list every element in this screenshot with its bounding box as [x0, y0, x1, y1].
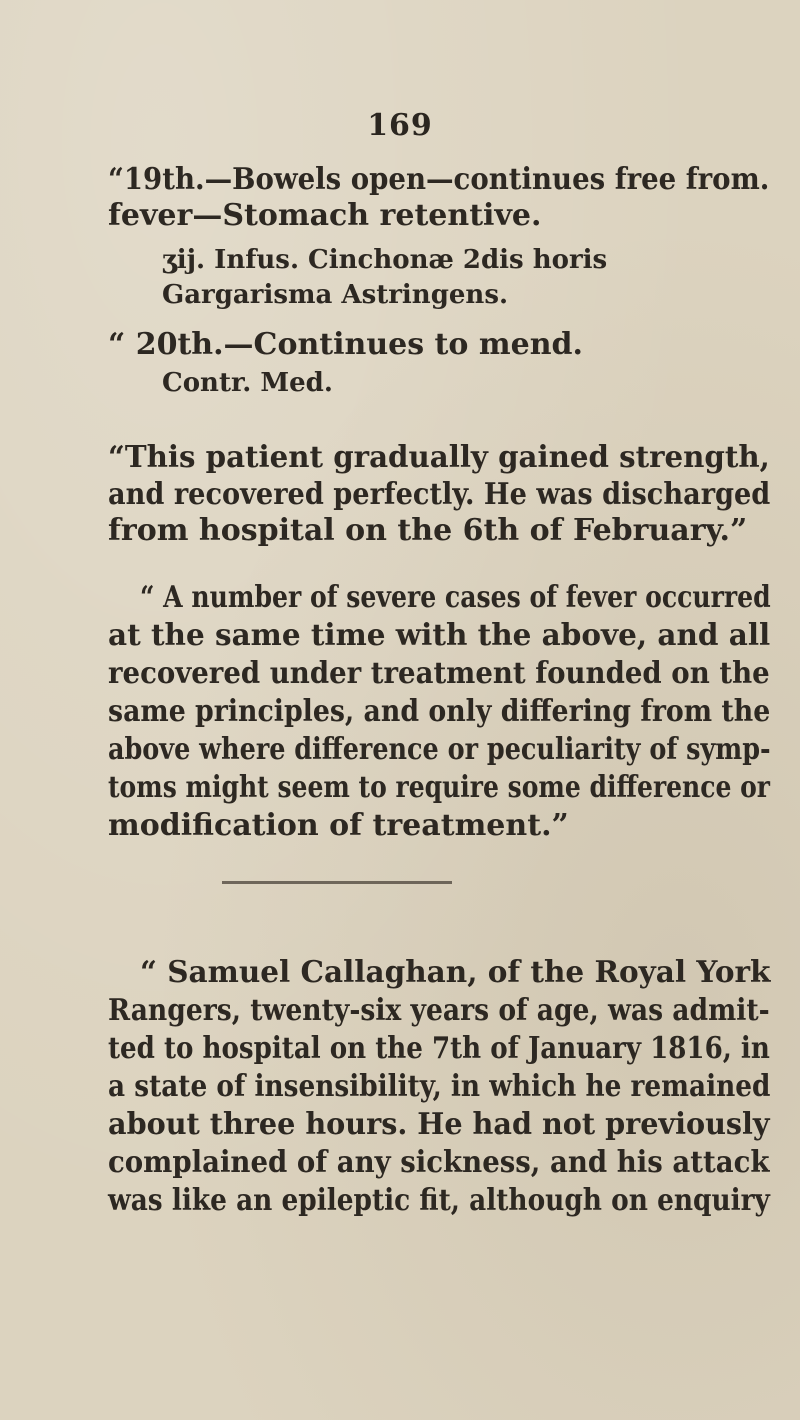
paragraph-line: above where difference or peculiarity of symp- [108, 732, 771, 767]
paragraph-line: at the same time with the above, and all [108, 618, 771, 653]
paragraph-line: ted to hospital on the 7th of January 1816, in [108, 1031, 770, 1066]
paragraph-line: and recovered perfectly. He was discharged [108, 477, 771, 512]
entry-19th-line-2: fever—Stomach retentive. [108, 198, 542, 233]
paragraph-line: same principles, and only differing from the [108, 694, 771, 729]
paragraph-line: Rangers, twenty-six years of age, was admit- [108, 993, 770, 1028]
paragraph-line: was like an epileptic fit, although on enquiry [108, 1183, 770, 1218]
prescription-line-1: ʒij. Infus. Cinchonæ 2dis horis [162, 245, 608, 275]
paragraph-line: a state of insensibility, in which he remained [108, 1069, 771, 1104]
prescription-line-2: Gargarisma Astringens. [162, 280, 509, 310]
paragraph-line: complained of any sickness, and his attack [108, 1145, 770, 1180]
paragraph-line: “ Samuel Callaghan, of the Royal York [140, 955, 771, 990]
page-number: 169 [367, 108, 433, 143]
entry-19th-line-1: “19th.—Bowels open—continues free from. [108, 162, 770, 197]
paragraph-line: about three hours. He had not previously [108, 1107, 770, 1142]
section-divider [222, 881, 452, 884]
paragraph-line: toms might seem to require some difference or [108, 770, 770, 805]
paragraph-line: recovered under treatment founded on the [108, 656, 770, 691]
contr-med: Contr. Med. [162, 368, 333, 398]
paragraph-line: modification of treatment.” [108, 808, 569, 843]
paragraph-line: “This patient gradually gained strength, [108, 440, 770, 475]
entry-20th: “ 20th.—Continues to mend. [108, 327, 583, 362]
paragraph-line: “ A number of severe cases of fever occurred [140, 580, 771, 615]
paragraph-line: from hospital on the 6th of February.” [108, 513, 748, 548]
